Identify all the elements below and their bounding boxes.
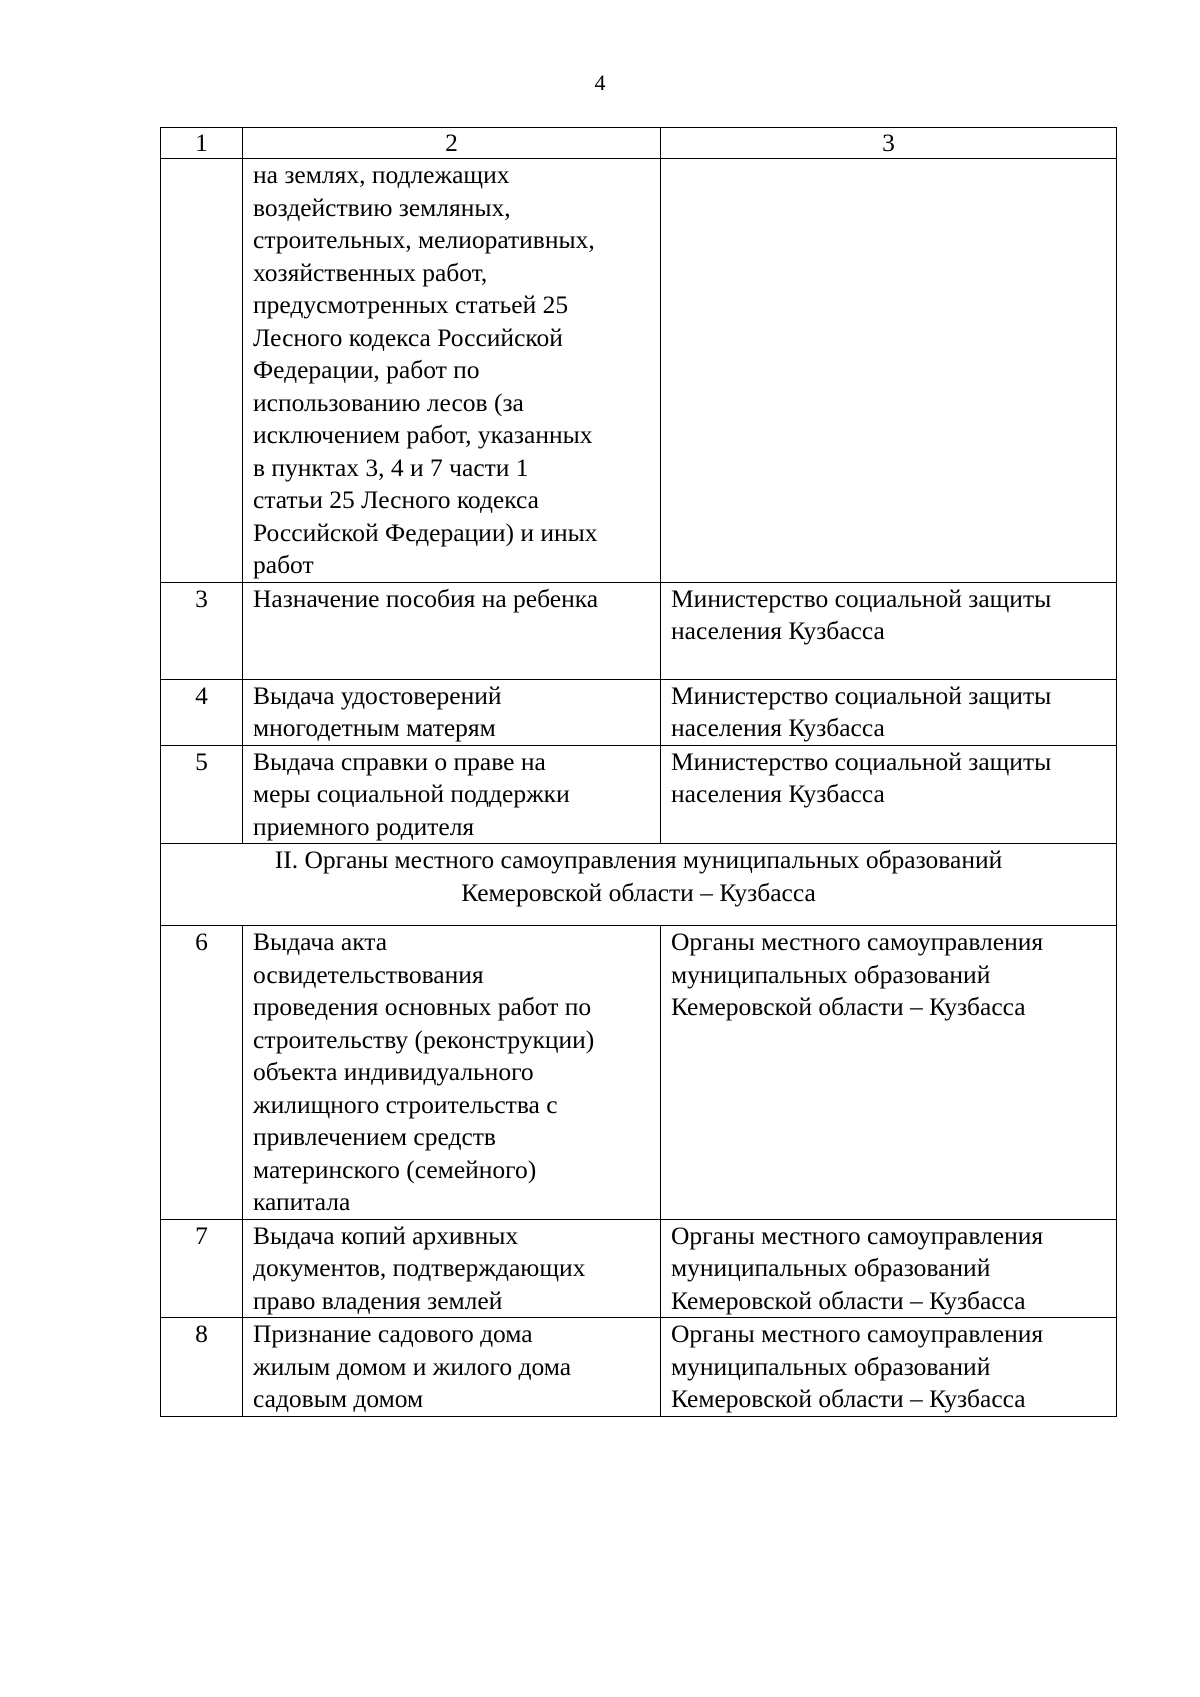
service-name: Выдача акта освидетельствования проведения основных работ по строительству (реконструкции) объекта индивидуального жилищного строительства с привлечением средств материнского (семейного) капитала — [243, 926, 661, 1220]
row-number: 3 — [161, 582, 243, 679]
services-table — [160, 127, 1117, 1417]
authority-name: Органы местного самоуправления муниципальных образований Кемеровской области – Кузбасса — [661, 1219, 1117, 1318]
authority-name: Министерство социальной защиты населения Кузбасса — [661, 679, 1117, 745]
table-row — [161, 926, 1117, 1220]
service-name: Выдача копий архивных документов, подтверждающих право владения землей — [243, 1219, 661, 1318]
service-name: Назначение пособия на ребенка — [243, 582, 661, 679]
section-title: II. Органы местного самоуправления муниципальных образований Кемеровской области – Кузбасса — [161, 844, 1117, 926]
service-name: Выдача справки о праве на меры социальной поддержки приемного родителя — [243, 745, 661, 844]
authority-name: Министерство социальной защиты населения Кузбасса — [661, 582, 1117, 679]
row-number: 6 — [161, 926, 243, 1220]
column-header-authority: 3 — [661, 128, 1117, 159]
service-name: Выдача удостоверений многодетным матерям — [243, 679, 661, 745]
table-row — [161, 745, 1117, 844]
authority-name: Органы местного самоуправления муниципальных образований Кемеровской области – Кузбасса — [661, 1318, 1117, 1417]
column-header-service: 2 — [243, 128, 661, 159]
page-number: 4 — [594, 70, 606, 95]
row-number: 7 — [161, 1219, 243, 1318]
authority-name — [661, 159, 1117, 583]
row-number: 4 — [161, 679, 243, 745]
table-row — [161, 582, 1117, 679]
service-name: Признание садового дома жилым домом и жилого дома садовым домом — [243, 1318, 661, 1417]
table-header-row — [161, 128, 1117, 159]
row-number — [161, 159, 243, 583]
row-number: 8 — [161, 1318, 243, 1417]
column-header-number: 1 — [161, 128, 243, 159]
authority-name: Органы местного самоуправления муниципальных образований Кемеровской области – Кузбасса — [661, 926, 1117, 1220]
service-name: на землях, подлежащих воздействию земляных, строительных, мелиоративных, хозяйственных работ, предусмотренных статьей 25 Лесного кодекса Российской Федерации, работ по использованию лесов (за исключением работ, указанных в пунктах 3, 4 и 7 части 1 статьи 25 Лесного кодекса Российской Федерации) и иных работ — [243, 159, 661, 583]
table-row — [161, 1318, 1117, 1417]
table-row — [161, 1219, 1117, 1318]
table-row — [161, 679, 1117, 745]
row-number: 5 — [161, 745, 243, 844]
authority-name: Министерство социальной защиты населения Кузбасса — [661, 745, 1117, 844]
table-row — [161, 159, 1117, 583]
section-header-row — [161, 844, 1117, 926]
